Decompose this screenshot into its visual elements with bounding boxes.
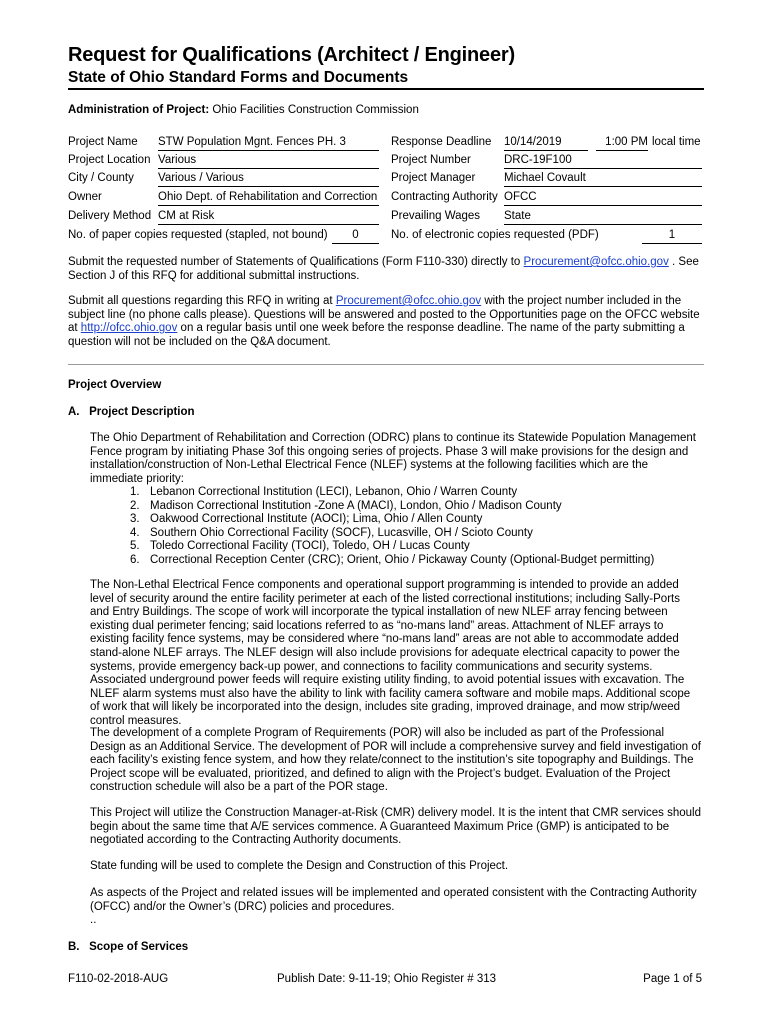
nlef-paragraph: The Non-Lethal Electrical Fence components and operational support programming is intended to provide an added level of security around the entire facility perimeter at each of the listed correctional institutions; including Sally-Ports and Entry Buildings. The scope of work will incorporate the typical installation of new NLEF array fencing between existing dual perimeter fencing; said locations referred to as “no-mans land” areas. Attachment of NLEF arrays to existing facility fence systems, may be considered where “no-mans land” areas are not able to accommodate added stand-alone NLEF arrays. The NLEF design will also include provisions for adequate electrical capacity to power the systems, provide emergency back-up power, and connections to facility communications and security systems. Associated underground power feeds will require existing utility finding, to avoid potential issues with excavation. The NLEF alarm systems must also have the ability to link with facility camera software and mobile maps. Additional scope of work that will likely be incorporated into the design, includes site grading, improved drainage, and mow strip/weed control measures. [90, 579, 691, 727]
list-item: 4. Southern Ohio Correctional Facility (SOCF), Lucasville, OH / Scioto County [130, 526, 533, 539]
ofcc-website-link[interactable]: http://ofcc.ohio.gov [80, 322, 178, 335]
submit-text-post: . See [672, 256, 699, 268]
response-deadline-date: 10/14/2019 [504, 136, 588, 151]
list-item: 6. Correctional Reception Center (CRC); Orient, Ohio / Pickaway County (Optional-Budget permitting) [130, 553, 655, 566]
delivery-method-value: CM at Risk [158, 210, 379, 225]
paper-copies-value: 0 [332, 229, 379, 244]
section-b-letter: B. [68, 941, 80, 953]
section-a-heading [68, 406, 195, 420]
project-manager-value: Michael Covault [504, 172, 702, 187]
submit-instructions [68, 256, 702, 283]
project-number-label: Project Number [391, 154, 471, 166]
project-name-label: Project Name [68, 136, 138, 148]
submit-email-link[interactable]: Procurement@ofcc.ohio.gov [523, 256, 669, 268]
administration-value: Ohio Facilities Construction Commission [212, 104, 419, 116]
electronic-copies-label: No. of electronic copies requested (PDF) [391, 229, 599, 241]
project-manager-label: Project Manager [391, 172, 476, 184]
facility-list [130, 486, 654, 568]
footer-page-number: Page 1 of 5 [643, 973, 702, 985]
project-location-label: Project Location [68, 154, 151, 166]
trailing-dots: .. [90, 914, 97, 927]
por-paragraph: The development of a complete Program of Requirements (POR) will also be included as part of the Professional Design as an Additional Service. The development of POR will include a comprehensive survey and field investigation of each facility’s existing fence system, and how they relate/connect to the institution’s site topography and Buildings. The Project scope will be evaluated, prioritized, and defined to align with the Project’s budget. Evaluation of the Project construction schedule will also be a part of the POR stage. [90, 727, 701, 794]
response-deadline-suffix: local time [652, 136, 701, 148]
submit-text: Submit the requested number of Statements of Qualifications (Form F110-330) directly to [68, 256, 521, 268]
footer-form-id: F110-02-2018-AUG [68, 973, 169, 985]
footer-publish-date: Publish Date: 9-11-19; Ohio Register # 313 [277, 973, 497, 985]
section-a-letter: A. [68, 406, 80, 418]
section-a-title: Project Description [89, 406, 195, 418]
owner-label: Owner [68, 191, 102, 203]
questions-text-1: Submit all questions regarding this RFQ in writing at [68, 295, 333, 307]
administration-line [68, 104, 419, 118]
funding-paragraph: State funding will be used to complete the Design and Construction of this Project. [90, 860, 509, 872]
project-location-value: Various [158, 154, 379, 169]
submit-text-line2: Section J of this RFQ for additional submittal instructions. [68, 269, 360, 282]
electronic-copies-value: 1 [642, 229, 702, 244]
response-deadline-label: Response Deadline [391, 136, 492, 148]
list-item: 2. Madison Correctional Institution -Zone A (MACI), London, Ohio / Madison County [130, 499, 562, 512]
cmr-paragraph: This Project will utilize the Construction Manager-at-Risk (CMR) delivery model. It is the intent that CMR services should begin about the same time that A/E services commence. A Guaranteed Maximum Price (GMP) is anticipated to be negotiated according to the Contracting Authority documents. [90, 807, 701, 847]
list-item: 3. Oakwood Correctional Institute (AOCI); Lima, Ohio / Allen County [130, 513, 483, 526]
section-b-title: Scope of Services [89, 941, 189, 953]
project-name-value: STW Population Mgnt. Fences PH. 3 [158, 136, 379, 151]
administration-label: Administration of Project: [68, 104, 210, 116]
delivery-method-label: Delivery Method [68, 210, 152, 222]
questions-text-3: on a regular basis until one week before the response deadline. The name of the party submitting a question will not be included on the Q&A document. [68, 322, 685, 348]
document-subtitle: State of Ohio Standard Forms and Documents [68, 69, 409, 86]
project-overview-heading: Project Overview [68, 379, 162, 391]
project-number-value: DRC-19F100 [504, 154, 702, 169]
questions-paragraph [68, 295, 702, 349]
document-title: Request for Qualifications (Architect / Engineer) [68, 44, 515, 66]
city-county-label: City / County [68, 172, 134, 184]
section-b-heading [68, 941, 188, 955]
prevailing-wages-label: Prevailing Wages [391, 210, 481, 222]
section-divider [68, 364, 704, 365]
paper-copies-label: No. of paper copies requested (stapled, not bound) [68, 229, 328, 241]
project-intro-paragraph: The Ohio Department of Rehabilitation and Correction (ODRC) plans to continue its Statewide Population Management Fence program by initiating Phase 3of this ongoing series of projects. Phase 3 will make provisions for the design and installation/construction of Non-Lethal Electrical Fence (NLEF) systems at the following facilities which are the immediate priority: [90, 432, 696, 485]
questions-text-2: with the project number included in the subject line (no phone calls please). Questions will be answered and posted to the Opportunities page on the OFCC website at [68, 295, 700, 335]
contracting-authority-label: Contracting Authority [391, 191, 498, 203]
title-rule [68, 88, 704, 90]
aspects-paragraph: As aspects of the Project and related issues will be implemented and operated consistent with the Contracting Authority (OFCC) and/or the Owner’s (DRC) policies and procedures. .. [90, 887, 697, 927]
owner-value: Ohio Dept. of Rehabilitation and Correction [158, 191, 379, 206]
contracting-authority-value: OFCC [504, 191, 702, 206]
list-item: 1. Lebanon Correctional Institution (LECI), Lebanon, Ohio / Warren County [130, 486, 518, 498]
list-item: 5. Toledo Correctional Facility (TOCI), Toledo, OH / Lucas County [130, 540, 470, 553]
response-deadline-time: 1:00 PM [596, 136, 648, 151]
questions-email-link[interactable]: Procurement@ofcc.ohio.gov [335, 295, 482, 307]
prevailing-wages-value: State [504, 210, 702, 225]
city-county-value: Various / Various [158, 172, 379, 187]
